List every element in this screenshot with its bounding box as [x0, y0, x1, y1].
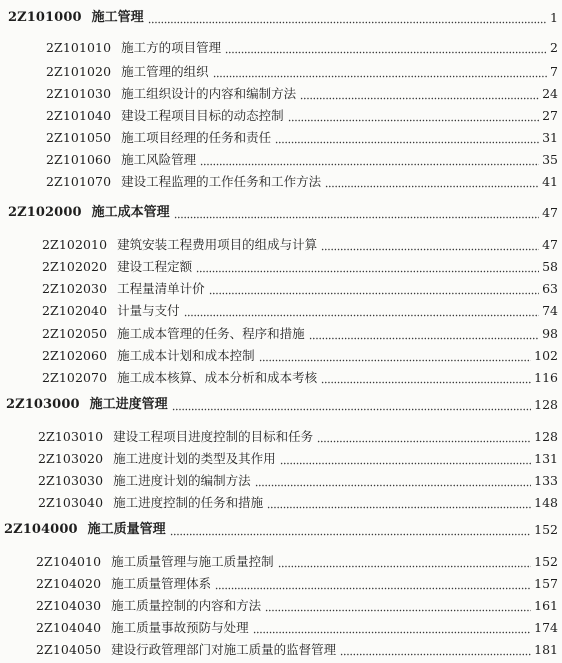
page-number: 161: [534, 598, 558, 613]
toc-entry[interactable]: [0, 348, 562, 364]
dot-leader: [184, 305, 539, 317]
chapter-code: 2Z103000: [6, 397, 80, 412]
entry-title: 施工质量控制的内容和方法: [111, 598, 262, 613]
chapter-title: 施工管理: [91, 10, 144, 25]
dot-leader: [317, 431, 531, 443]
entry-code: 2Z104030: [36, 598, 102, 613]
toc-entry[interactable]: [0, 473, 562, 489]
entry-code: 2Z102060: [42, 348, 108, 363]
entry-title: 建设工程项目进度控制的目标和任务: [113, 429, 314, 444]
dot-leader: [225, 42, 547, 54]
page-number: 152: [534, 522, 558, 537]
dot-leader: [321, 239, 539, 251]
entry-title: 施工进度控制的任务和措施: [113, 495, 264, 510]
entry-code: 2Z101030: [46, 86, 112, 101]
entry-title: 计量与支付: [117, 303, 180, 318]
toc-entry[interactable]: [0, 259, 562, 275]
dot-leader: [200, 154, 539, 166]
dot-leader: [209, 283, 539, 295]
page-number: 174: [534, 620, 558, 635]
page-number: 24: [542, 86, 558, 101]
page-number: 63: [542, 281, 558, 296]
toc-entry[interactable]: [0, 554, 562, 570]
dot-leader: [196, 261, 539, 273]
entry-code: 2Z102050: [42, 326, 108, 341]
entry-title: 施工成本计划和成本控制: [117, 348, 255, 363]
page-number: 74: [542, 303, 558, 318]
entry-title: 施工进度计划的类型及其作用: [113, 451, 276, 466]
dot-leader: [321, 372, 531, 384]
page-number: 128: [534, 429, 558, 444]
dot-leader: [309, 328, 539, 340]
entry-code: 2Z104040: [36, 620, 102, 635]
entry-code: 2Z103020: [38, 451, 104, 466]
entry-title: 建筑安装工程费用项目的组成与计算: [117, 237, 318, 252]
page-number: 27: [542, 108, 558, 123]
toc-entry[interactable]: [0, 576, 562, 592]
dot-leader: [213, 66, 547, 78]
entry-title: 施工风险管理: [121, 152, 197, 167]
entry-title: 施工质量事故预防与处理: [111, 620, 249, 635]
toc-entry[interactable]: [0, 303, 562, 319]
toc-entry[interactable]: [0, 642, 562, 658]
entry-code: 2Z104010: [36, 554, 102, 569]
dot-leader: [259, 350, 531, 362]
page-number: 35: [542, 152, 558, 167]
entry-code: 2Z101060: [46, 152, 112, 167]
chapter-title: 施工质量管理: [87, 522, 166, 537]
entry-title: 建设工程监理的工作任务和工作方法: [121, 174, 322, 189]
dot-leader: [253, 622, 531, 634]
toc-entry[interactable]: [0, 64, 562, 80]
toc-entry[interactable]: [0, 174, 562, 190]
entry-code: 2Z101040: [46, 108, 112, 123]
dot-leader: [148, 12, 547, 24]
dot-leader: [267, 497, 531, 509]
toc-entry[interactable]: [0, 130, 562, 146]
page-number: 41: [542, 174, 558, 189]
dot-leader: [265, 600, 531, 612]
dot-leader: [278, 556, 531, 568]
dot-leader: [215, 578, 531, 590]
dot-leader: [172, 399, 532, 411]
toc-entry[interactable]: [0, 495, 562, 511]
entry-code: 2Z101050: [46, 130, 112, 145]
entry-code: 2Z101020: [46, 64, 112, 79]
page-number: 148: [534, 495, 558, 510]
entry-code: 2Z104020: [36, 576, 102, 591]
page-number: 2: [550, 40, 558, 55]
page-number: 31: [542, 130, 558, 145]
entry-code: 2Z102010: [42, 237, 108, 252]
chapter-entry[interactable]: [0, 10, 562, 26]
entry-title: 施工成本管理的任务、程序和措施: [117, 326, 305, 341]
chapter-title: 施工成本管理: [91, 205, 170, 220]
entry-title: 建设工程项目目标的动态控制: [121, 108, 284, 123]
entry-code: 2Z103010: [38, 429, 104, 444]
toc-entry[interactable]: [0, 451, 562, 467]
toc-entry[interactable]: [0, 326, 562, 342]
entry-title: 施工成本核算、成本分析和成本考核: [117, 370, 318, 385]
toc-entry[interactable]: [0, 598, 562, 614]
entry-title: 建设工程定额: [117, 259, 193, 274]
chapter-code: 2Z101000: [8, 10, 82, 25]
chapter-code: 2Z102000: [8, 205, 82, 220]
toc-entry[interactable]: [0, 40, 562, 56]
entry-code: 2Z104050: [36, 642, 102, 657]
entry-title: 施工项目经理的任务和责任: [121, 130, 272, 145]
chapter-entry[interactable]: [0, 205, 562, 221]
dot-leader: [275, 132, 539, 144]
chapter-title: 施工进度管理: [89, 397, 168, 412]
dot-leader: [280, 453, 531, 465]
page-number: 1: [550, 10, 558, 25]
toc-entry[interactable]: [0, 108, 562, 124]
page-number: 47: [542, 237, 558, 252]
chapter-entry[interactable]: [0, 522, 562, 538]
page-number: 102: [534, 348, 558, 363]
page-number: 128: [534, 397, 558, 412]
page-number: 116: [534, 370, 558, 385]
entry-title: 施工管理的组织: [121, 64, 209, 79]
toc-entry[interactable]: [0, 237, 562, 253]
toc-entry[interactable]: [0, 86, 562, 102]
entry-title: 建设行政管理部门对施工质量的监督管理: [111, 642, 337, 657]
chapter-entry[interactable]: [0, 397, 562, 413]
entry-code: 2Z101010: [46, 40, 112, 55]
entry-title: 工程量清单计价: [117, 281, 205, 296]
entry-code: 2Z102040: [42, 303, 108, 318]
page-number: 133: [534, 473, 558, 488]
chapter-code: 2Z104000: [4, 522, 78, 537]
dot-leader: [325, 176, 539, 188]
dot-leader: [174, 207, 539, 219]
page-number: 58: [542, 259, 558, 274]
entry-code: 2Z101070: [46, 174, 112, 189]
page-number: 131: [534, 451, 558, 466]
page-number: 157: [534, 576, 558, 591]
toc-entry[interactable]: [0, 370, 562, 386]
page-number: 47: [542, 205, 558, 220]
entry-code: 2Z102030: [42, 281, 108, 296]
page-number: 181: [534, 642, 558, 657]
entry-code: 2Z102070: [42, 370, 108, 385]
dot-leader: [340, 644, 531, 656]
entry-code: 2Z103040: [38, 495, 104, 510]
entry-title: 施工质量管理与施工质量控制: [111, 554, 274, 569]
entry-title: 施工组织设计的内容和编制方法: [121, 86, 297, 101]
entry-title: 施工质量管理体系: [111, 576, 212, 591]
dot-leader: [170, 524, 532, 536]
entry-title: 施工方的项目管理: [121, 40, 222, 55]
toc-entry[interactable]: [0, 620, 562, 636]
dot-leader: [288, 110, 539, 122]
toc-entry[interactable]: [0, 429, 562, 445]
page-number: 7: [550, 64, 558, 79]
toc-entry[interactable]: [0, 281, 562, 297]
entry-title: 施工进度计划的编制方法: [113, 473, 251, 488]
entry-code: 2Z102020: [42, 259, 108, 274]
page-number: 152: [534, 554, 558, 569]
entry-code: 2Z103030: [38, 473, 104, 488]
dot-leader: [255, 475, 531, 487]
dot-leader: [300, 88, 539, 100]
toc-entry[interactable]: [0, 152, 562, 168]
page-number: 98: [542, 326, 558, 341]
